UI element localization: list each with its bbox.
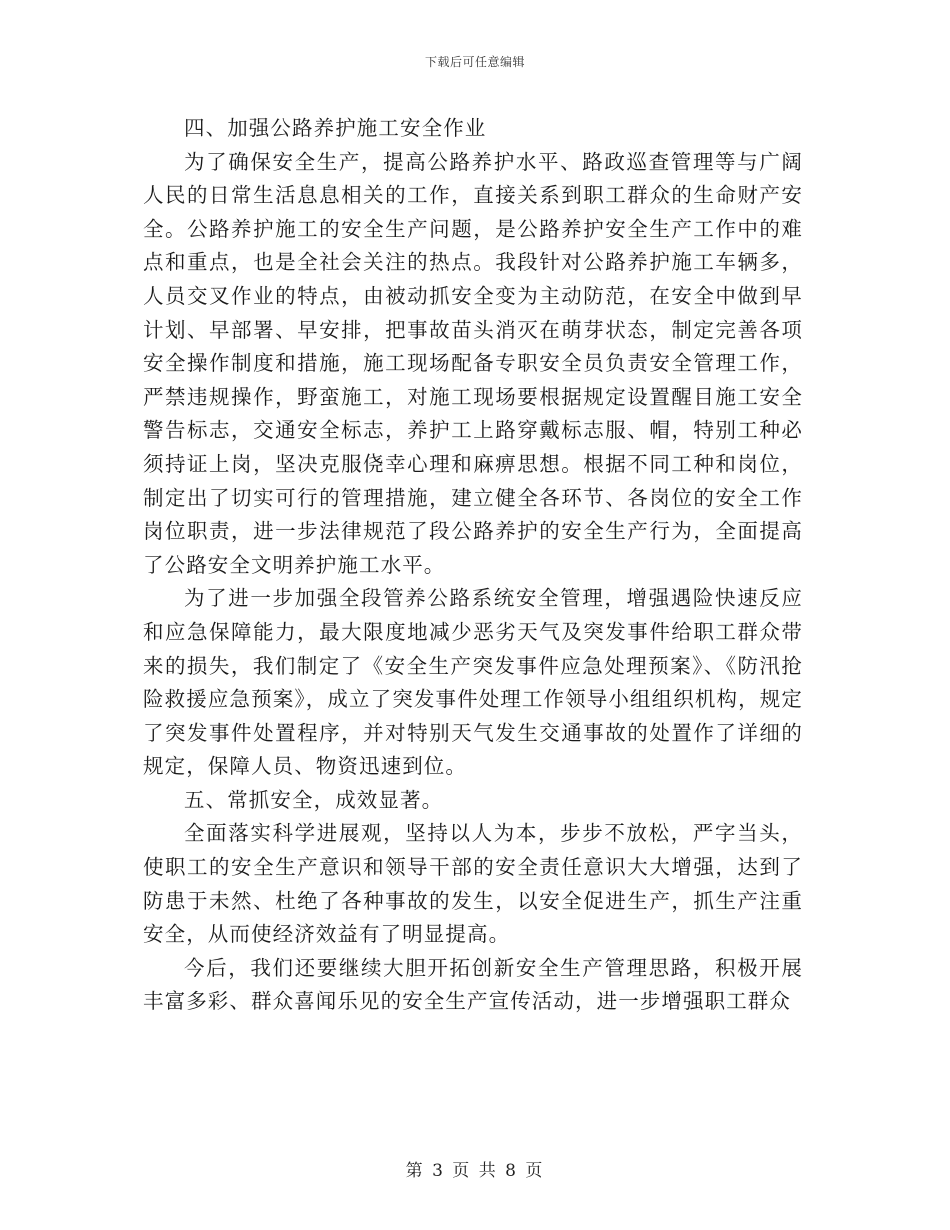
page-number: 第 3 页 共 8 页	[405, 1161, 545, 1181]
section-heading-5: 五、常抓安全，成效显著。	[184, 787, 444, 812]
section-heading-4: 四、加强公路养护施工安全作业	[184, 116, 487, 140]
paragraph-results: 全面落实科学进展观，坚持以人为本，步步不放松，严字当头，使职工的安全生产意识和领导干部的安全责任意识大大增强，达到了防患于未然、杜绝了各种事故的发生，以安全促进生产，抓生产注重安全，从而使经济效益有了明显提高。	[143, 821, 803, 947]
document-body	[143, 112, 803, 1019]
paragraph-road-maintenance-safety: 为了确保安全生产，提高公路养护水平、路政巡查管理等与广阔人民的日常生活息息相关的工作，直接关系到职工群众的生命财产安全。公路养护施工的安全生产问题，是公路养护安全生产工作中的难点和重点，也是全社会关注的热点。我段针对公路养护施工车辆多，人员交叉作业的特点，由被动抓安全变为主动防范，在安全中做到早计划、早部署、早安排，把事故苗头消灭在萌芽状态，制定完善各项安全操作制度和措施，施工现场配备专职安全员负责安全管理工作，严禁违规操作，野蛮施工，对施工现场要根据规定设置醒目施工安全警告标志，交通安全标志，养护工上路穿戴标志服、帽，特别工种必须持证上岗，坚决克服侥幸心理和麻痹思想。根据不同工种和岗位，制定出了切实可行的管理措施，建立健全各环节、各岗位的安全工作岗位职责，进一步法律规范了段公路养护的安全生产行为，全面提高了公路安全文明养护施工水平。	[143, 149, 803, 577]
paragraph-future-plans: 今后，我们还要继续大胆开拓创新安全生产管理思路，积极开展丰富多彩、群众喜闻乐见的安全生产宣传活动，进一步增强职工群众	[143, 955, 803, 1014]
page-header-note: 下载后可任意编辑	[424, 55, 525, 69]
paragraph-emergency-plans: 为了进一步加强全段管养公路系统安全管理，增强遇险快速反应和应急保障能力，最大限度地减少恶劣天气及突发事件给职工群众带来的损失，我们制定了《安全生产突发事件应急处理预案》、《防汛抢险救援应急预案》，成立了突发事件处理工作领导小组组织机构，规定了突发事件处置程序，并对特别天气发生交通事故的处置作了详细的规定，保障人员、物资迅速到位。	[143, 586, 803, 779]
